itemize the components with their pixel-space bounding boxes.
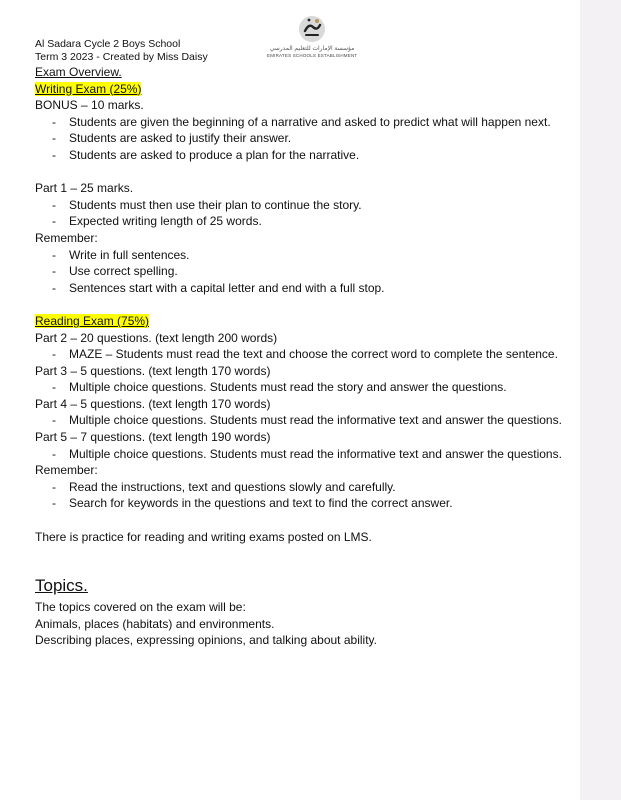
topics-intro: The topics covered on the exam will be: [35, 600, 246, 615]
list-item: - Expected writing length of 25 words. [35, 213, 565, 230]
bonus-list [35, 114, 575, 164]
exam-content [35, 64, 575, 649]
school-header [35, 38, 208, 64]
list-item: - Students are asked to produce a plan for the narrative. [35, 147, 565, 164]
topics-line-2: Describing places, expressing opinions, and talking about ability. [35, 633, 377, 648]
overview-title: Exam Overview. [35, 65, 122, 79]
list-item: - Read the instructions, text and questions slowly and carefully. [35, 479, 565, 496]
part2-list [35, 346, 575, 363]
part5-list [35, 446, 575, 463]
writing-heading: Writing Exam (25%) [35, 81, 142, 96]
list-item: - Sentences start with a capital letter and end with a full stop. [35, 280, 565, 297]
practice-note: There is practice for reading and writing exams posted on LMS. [35, 529, 372, 544]
list-item: - Students are given the beginning of a narrative and asked to predict what will happen next. [35, 114, 565, 131]
list-item: - Multiple choice questions. Students must read the story and answer the questions. [35, 379, 565, 396]
list-item: - Multiple choice questions. Students must read the informative text and answer the questions. [35, 446, 565, 463]
part2-line: Part 2 – 20 questions. (text length 200 words) [35, 330, 278, 345]
bonus-line: BONUS – 10 marks. [35, 98, 144, 113]
part3-line: Part 3 – 5 questions. (text length 170 words) [35, 363, 271, 378]
logo-arabic-text: مؤسسة الإمارات للتعليم المدرسي [269, 46, 355, 52]
list-item: - Search for keywords in the questions and text to find the correct answer. [35, 495, 565, 512]
side-margin-strip [580, 0, 621, 800]
logo-english-text: EMIRATES SCHOOLS ESTABLISHMENT [267, 53, 358, 58]
part4-line: Part 4 – 5 questions. (text length 170 words) [35, 396, 271, 411]
list-item: - Use correct spelling. [35, 263, 565, 280]
term-line: Term 3 2023 - Created by Miss Daisy [35, 51, 208, 63]
school-name: Al Sadara Cycle 2 Boys School [35, 38, 181, 50]
topics-heading: Topics. [35, 576, 88, 596]
topics-line-1: Animals, places (habitats) and environments. [35, 616, 275, 631]
part5-line: Part 5 – 7 questions. (text length 190 words) [35, 430, 271, 445]
reading-heading: Reading Exam (75%) [35, 313, 150, 328]
part1-list [35, 197, 575, 230]
list-item: - Write in full sentences. [35, 247, 565, 264]
writing-remember-label: Remember: [35, 230, 98, 245]
list-item: - Multiple choice questions. Students must read the informative text and answer the questions. [35, 412, 565, 429]
reading-remember-list [35, 479, 575, 512]
ese-logo [267, 14, 357, 62]
part4-list [35, 412, 575, 429]
reading-remember-label: Remember: [35, 463, 98, 478]
ese-logo-mark-icon [297, 14, 327, 44]
list-item: - MAZE – Students must read the text and choose the correct word to complete the sentence. [35, 346, 565, 363]
part3-list [35, 379, 575, 396]
part1-line: Part 1 – 25 marks. [35, 181, 134, 196]
list-item: - Students must then use their plan to continue the story. [35, 197, 565, 214]
list-item: - Students are asked to justify their answer. [35, 130, 565, 147]
writing-remember-list [35, 247, 575, 297]
